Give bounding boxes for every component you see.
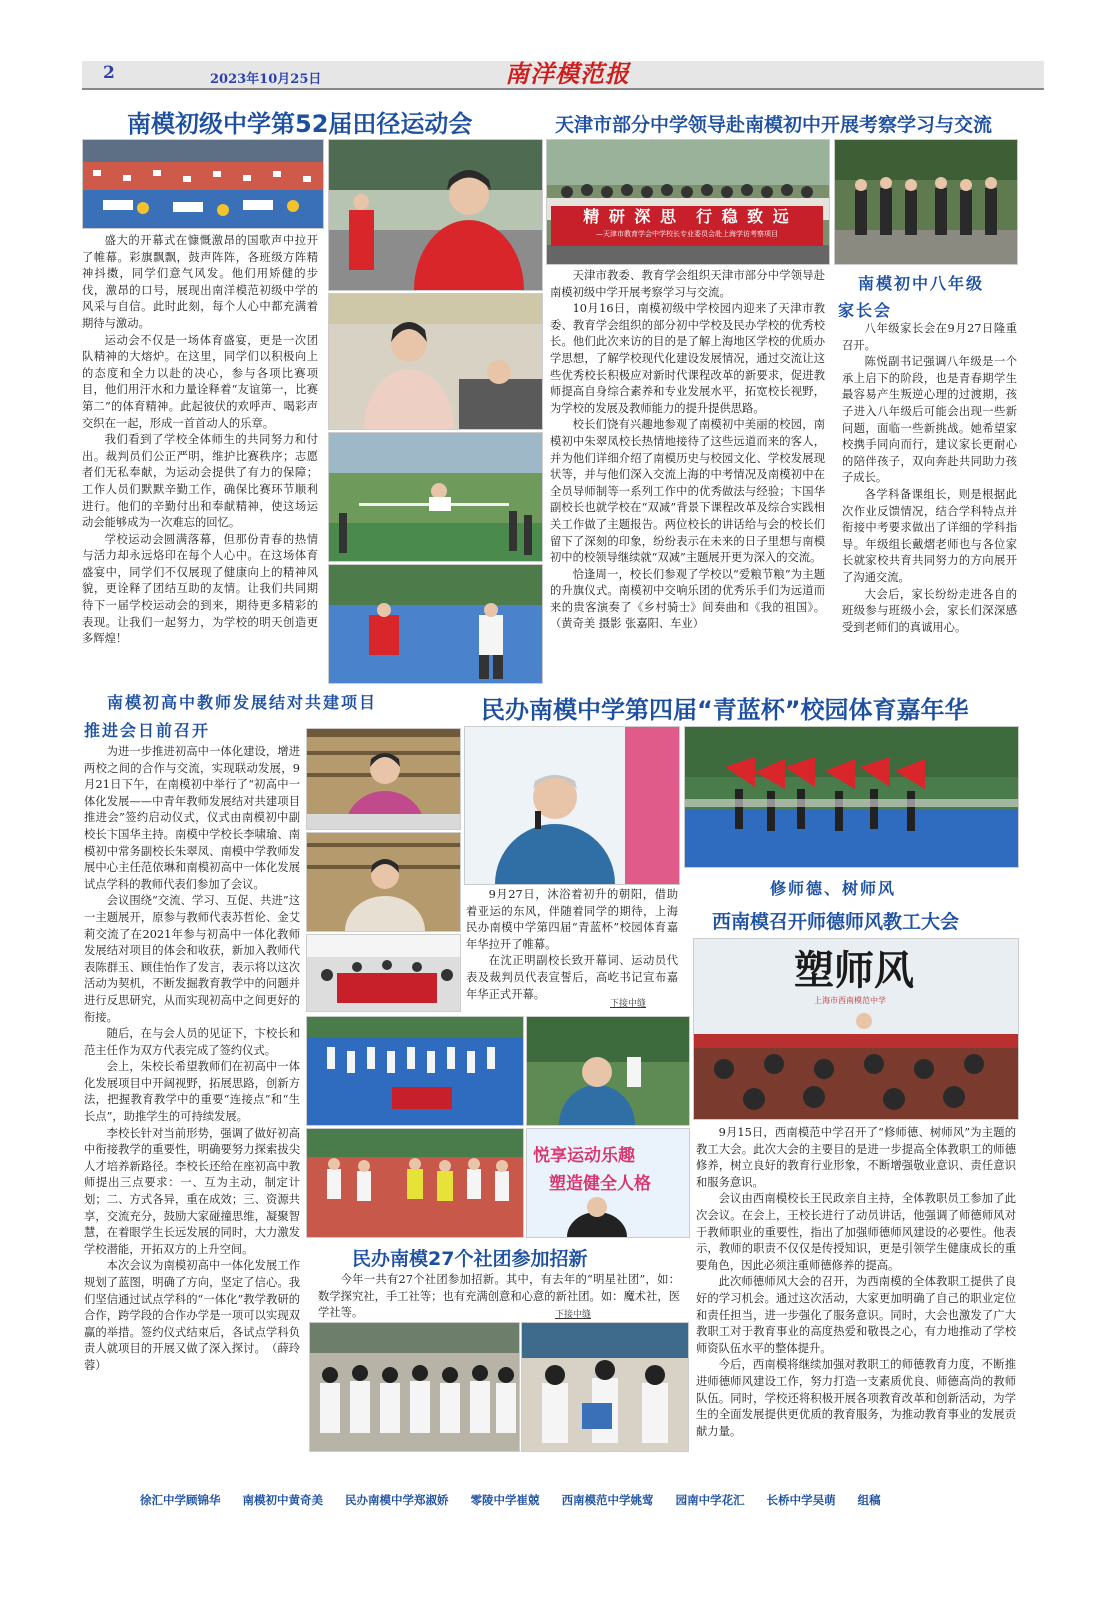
article-title: 天津市部分中学领导赴南模初中开展考察学习与交流 [555,114,993,136]
article-body: 9月15日，西南模范中学召开了“修师德、树师风”为主题的教工大会。此次大会的主要目的是进一步提高全体教职工的师德修养，树立良好的教育行业形象，不断增强敬业意识、责任意识和服务意识。 会议由西南模校长王民政亲自主持，全体教职员工参加了此次会议。在会上，王校长进行了动员讲话，他强调了师德师风对于教师职业的重要性，指出了加强师德师风建设的必要性。他表示，教师的职责不仅仅是传授知识，更是引领学生健康成长的重要角色，因此必须注重师德修养的提高。 此次师德师风大会的召开，为西南模的全体教职工提供了良好的学习机会。通过这次活动，大家更加明确了自己的职业定位和责任担当，进一步强化了服务意识。同时，大会也激发了广大教职工对于教育事业的高度热爱和敬畏之心，有力地推动了学校师资队伍水平的整体提升。 今后，西南模将继续加强对教职工的师德教育力度，不断推进师德师风建设工作，努力打造一支素质优良、师德高尚的教师队伍。同时，学校还将积极开展各项教育改革和创新活动，为学生的全面发展提供更优质的教育服务，为推动教育事业的发展贡献力量。 [696,1126,1016,1438]
photo-relay-race [328,564,543,684]
masthead: 南洋模范报 [505,59,630,88]
photo-student-parade [306,1016,524,1126]
article-body: 八年级家长会在9月27日隆重召开。 陈悦副书记强调八年级是一个承上启下的阶段，也是青春期学生最容易产生叛逆心理的过渡期，孩子进入八年级后可能会出现一些新问题，面临一些新挑战。她希望家校携手同向而行，建议家长更耐心的陪伴孩子，双向奔赴共同助力孩子成长。 各学科备课组长，则是根据此次作业反馈情况，结合学科特点并衔接中考要求做出了详细的学科指导。年级组长戴熠老师也与各位家长就家校共育共同努力的方向展开了沟通交流。 大会后，家长纷纷走进各自的班级参与班级小会，家长们深深感受到老师们的真诚用心。 [842,322,1017,634]
banner-main-text: 精 研 深 思 行 稳 致 远 [583,207,791,226]
conference-banner-text: 塑师风 [794,947,914,994]
article-body: 今年一共有27个社团参加招新。其中，有去年的“明星社团”，如：数学探究社，手工社等；也有充满创意和心意的新社团。如：魔术社，医学社等。 [318,1273,680,1320]
continued-label: 下接中缝 [610,999,647,1009]
photo-delegation-group [834,139,1018,265]
article-title-line2: 推进会日前召开 [84,721,211,740]
article-title: 南模初中八年级 [858,274,985,293]
conference-banner-subtext: 上海市西南模范中学 [814,996,886,1005]
article-body: 为进一步推进初高中一体化建设，增进两校之间的合作与交流，实现联动发展，9月21日下午，在南模初中举行了“初高中一体化发展——中青年教师发展结对共建项目推进会”签约启动仪式，仪式由南模初中副校长卞国华主持。南模中学校长李啸瑜、南模初中常务副校长朱翠凤、南模中学教师发展中心主任范依琳和南模初高中一体化发展试点学科的教师代表们参加了会议。 会议围绕“交流、学习、互促、共进”这一主题展开，原参与教师代表苏哲伦、金艾莉交流了在2021年参与初高中一体化教师发展结对项目的体会和收获，新加入教师代表陈群玉、顾佳怡作了发言，表示将以这次活动为契机，不断发掘教育教学中的问题并进行反思研究，从而实现初高中之间更好的衔接。 随后，在与会人员的见证下，卞校长和范主任作为双方代表完成了签约仪式。 会上，朱校长希望教师们在初高中一体化发展项目中开阔视野，拓展思路，创新方法，把握教育教学中的重要“连接点”和“生长点”，助推学生的可持续发展。 李校长针对当前形势，强调了做好初高中衔接教学的重要性，明确要努力探索拔尖人才培养新路径。李校长还给在座初高中教师提出三点要求：一、互为主动，制定计划；二、方式各异，重在成效；三、资源共享，交流充分，鼓励大家碰撞思维，凝聚智慧，在着眼学生长远发展的同时，大力激发学校潜能，开拓双方的上升空间。 本次会议为南模初高中一体化发展工作规划了蓝图，明确了方向，坚定了信心。我们坚信通过试点学科的“一体化”教学教研的合作，跨学段的合作办学是一项可以实现双赢的举措。签约仪式结束后，各试点学科负责人就项目的开展又做了深入探讨。 （薛玲蓉） [84,745,300,1372]
article-title-line2: 家长会 [838,301,893,320]
photo-staff-conference [693,938,1019,1120]
credit: 徐汇中学顾锦华 [140,1493,221,1507]
photo-speaker-woman-pink [328,293,543,430]
article-title: 修师德、树师风 [770,879,897,898]
credit: 园南中学花汇 [675,1493,745,1507]
photo-principal-speaking [464,726,680,885]
stage-slogan-line2: 塑造健全人格 [549,1174,651,1194]
credit: 西南模范中学姚莺 [561,1493,654,1507]
photo-opening-ceremony [82,139,324,229]
article-title: 民办南模中学第四届“青蓝杯”校园体育嘉年华 [481,696,969,724]
issue-date: 2023年10月25日 [210,72,322,87]
credit: 南模初中黄奇美 [242,1493,324,1507]
stage-slogan-line1: 悦享运动乐趣 [533,1146,635,1166]
article-title: 南模初高中教师发展结对共建项目 [107,693,378,712]
photo-club-booth [521,1322,689,1452]
continued-label: 下接中缝 [555,1310,592,1320]
article-body: 天津市教委、教育学会组织天津市部分中学领导赴南模初级中学开展考察学习与交流。 10月16日，南模初级中学校园内迎来了天津市教委、教育学会组织的部分初中学校及民办学校的优秀校长。他们此次来访的目的是了解上海地区学校的优质办学思想，了解学校现代化建设发展情况，通过交流让这些优秀校长积极应对新时代课程改革的新要求，促进教师提高自身综合素养和专业发展水平，拓宽校长视野，为学校的发展及教师能力的提升提供思路。 校长们饶有兴趣地参观了南模初中美丽的校园，南模初中朱翠凤校长热情地接待了这些远道而来的客人，并为他们详细介绍了南模历史与校园文化、学校发展现状等，并与他们深入交流上海的中考情况及南模初中在全员导师制等一系列工作中的优秀做法与经验；卞国华副校长也就学校在“双减”背景下课程改革及综合实践相关工作做了主题报告。两位校长的讲话给与会的校长们留下了深刻的印象，纷纷表示在未来的日子里想与南模初中的校领导继续就“双减”主题展开更为深入的交流。 恰逢周一，校长们参观了学校以“爱粮节粮”为主题的升旗仪式。南模初中交响乐团的优秀乐手们为远道而来的贵客演奏了《乡村骑士》间奏曲和《我的祖国》。（黄奇美 摄影 张嘉阳、车业） [550,269,825,631]
credit: 长桥中学吴萌 [766,1493,836,1507]
photo-referee-oath [526,1016,690,1126]
photo-speaker-woman-red [328,139,543,291]
photo-stage-slogan [526,1128,690,1238]
page-number: 2 [103,63,115,83]
photo-high-jump [328,432,543,562]
credit-suffix: 组稿 [857,1493,881,1507]
article-body: 9月27日，沐浴着初升的朝阳，借助着亚运的东风，伴随着同学的期待，上海民办南模中学第四届“青蓝杯”校园体育嘉年华拉开了帷幕。 在沈正明副校长致开幕词、运动员代表及裁判员代表宣誓后，高屹书记宣布嘉年华正式开幕。 [466,888,678,1001]
banner-sub-text: —天津市教育学会中学校长专业委员会赴上海学访考察项目 [596,230,778,238]
photo-delegation-banner [546,139,830,265]
photo-meeting-room [306,934,461,1012]
photo-club-crowd [309,1322,520,1452]
footer-credits [140,1492,960,1508]
article-body: 盛大的开幕式在慷慨激昂的国歌声中拉开了帷幕。彩旗飘飘，鼓声阵阵，各班级方阵精神抖擞，同学们意气风发。他们用矫健的步伐，激昂的口号，展现出南洋模范初级中学的风采与自信。此时此刻，每个人心中都充满着期待与激动。 运动会不仅是一场体育盛宴，更是一次团队精神的大熔炉。在这里，同学们以积极向上的态度和全力以赴的决心，参与各项比赛项目，他们用汗水和力量诠释着“友谊第一，比赛第二”的体育精神。此起彼伏的欢呼声、喝彩声交织在一起，形成一首首动人的乐章。 我们看到了学校全体师生的共同努力和付出。裁判员们公正严明，维护比赛秩序；志愿者们无私奉献，为运动会提供了有力的保障；工作人员们默默辛勤工作，确保比赛环节顺利进行。他们的辛勤付出和奉献精神，使这场运动会能够成为一次难忘的回忆。 学校运动会圆满落幕，但那份青春的热情与活力却永远烙印在每个人心中。在这场体育盛宴中，同学们不仅展现了健康向上的精神风貌，更诠释了团结互助的友情。让我们共同期待下一届学校运动会的到来，期待更多精彩的表现。让我们一起努力，为学校的明天创造更多辉煌！ [82,234,318,646]
article-title-line2: 西南模召开师德师风教工大会 [712,911,960,933]
credit: 民办南模中学郑淑娇 [345,1493,449,1507]
article-title: 南模初级中学第52届田径运动会 [127,110,473,138]
banner [551,206,823,246]
photo-teacher-seated [306,832,461,932]
photo-students-running [306,1128,524,1238]
photo-teacher-speaking [306,728,461,830]
photo-flag-parade [684,726,1019,868]
credit: 零陵中学崔兢 [470,1493,540,1507]
article-title: 民办南模27个社团参加招新 [352,1248,588,1270]
